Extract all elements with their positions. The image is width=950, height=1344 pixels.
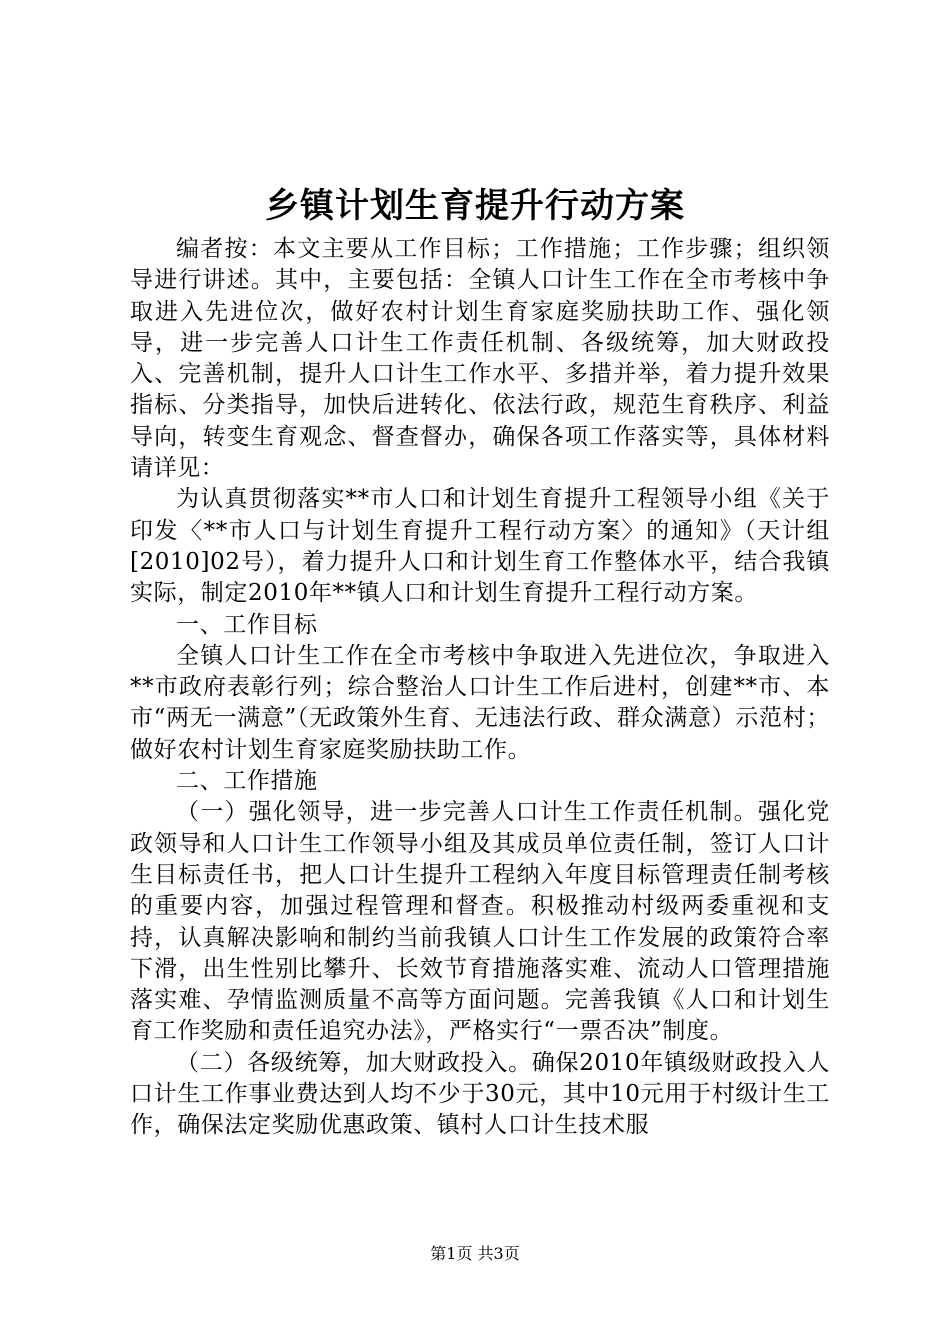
editor-note-paragraph: 编者按：本文主要从工作目标；工作措施；工作步骤；组织领导进行讲述。其中，主要包括：全镇人口计生工作在全市考核中争取进入先进位次，做好农村计划生育家庭奖励扶助工作、强化领导，进一步完善人口计生工作责任机制、各级统筹，加大财政投入、完善机制，提升人口计生工作水平、多措并举，着力提升效果指标、分类指导，加快后进转化、依法行政，规范生育秩序、利益导向，转变生育观念、督查督办，确保各项工作落实等，具体材料请详见： [130, 236, 830, 482]
measure-paragraph-2: （二）各级统筹，加大财政投入。确保2010年镇级财政投入人口计生工作事业费达到人均不少于30元，其中10元用于村级计生工作，确保法定奖励优惠政策、镇村人口计生技术服 [130, 1049, 830, 1139]
goals-paragraph: 全镇人口计生工作在全市考核中争取进入先进位次，争取进入**市政府表彰行列；综合整治人口计生工作后进村，创建**市、本市“两无一满意”（无政策外生育、无违法行政、群众满意）示范村；做好农村计划生育家庭奖励扶助工作。 [130, 642, 830, 763]
section-heading-measures: 二、工作措施 [176, 768, 318, 795]
measure-paragraph-1: （一）强化领导，进一步完善人口计生工作责任机制。强化党政领导和人口计生工作领导小组及其成员单位责任制，签订人口计生目标责任书，把人口计生提升工程纳入年度目标管理责任制考核的重要内容，加强过程管理和督查。积极推动村级两委重视和支持，认真解决影响和制约当前我镇人口计生工作发展的政策符合率下滑，出生性别比攀升、长效节育措施落实难、流动人口管理措施落实难、孕情监测质量不高等方面问题。完善我镇《人口和计划生育工作奖励和责任追究办法》，严格实行“一票否决”制度。 [130, 799, 830, 1045]
document-body [130, 234, 830, 1142]
page-footer: 第1页 共3页 [430, 1244, 520, 1263]
document-title: 乡镇计划生育提升行动方案 [265, 186, 685, 226]
intro-paragraph: 为认真贯彻落实**市人口和计划生育提升工程领导小组《关于印发〈**市人口与计划生育提升工程行动方案〉的通知》（天计组[2010]02号），着力提升人口和计划生育工作整体水平，结合我镇实际，制定2010年**镇人口和计划生育提升工程行动方案。 [130, 486, 830, 607]
section-heading-goals: 一、工作目标 [176, 611, 318, 638]
